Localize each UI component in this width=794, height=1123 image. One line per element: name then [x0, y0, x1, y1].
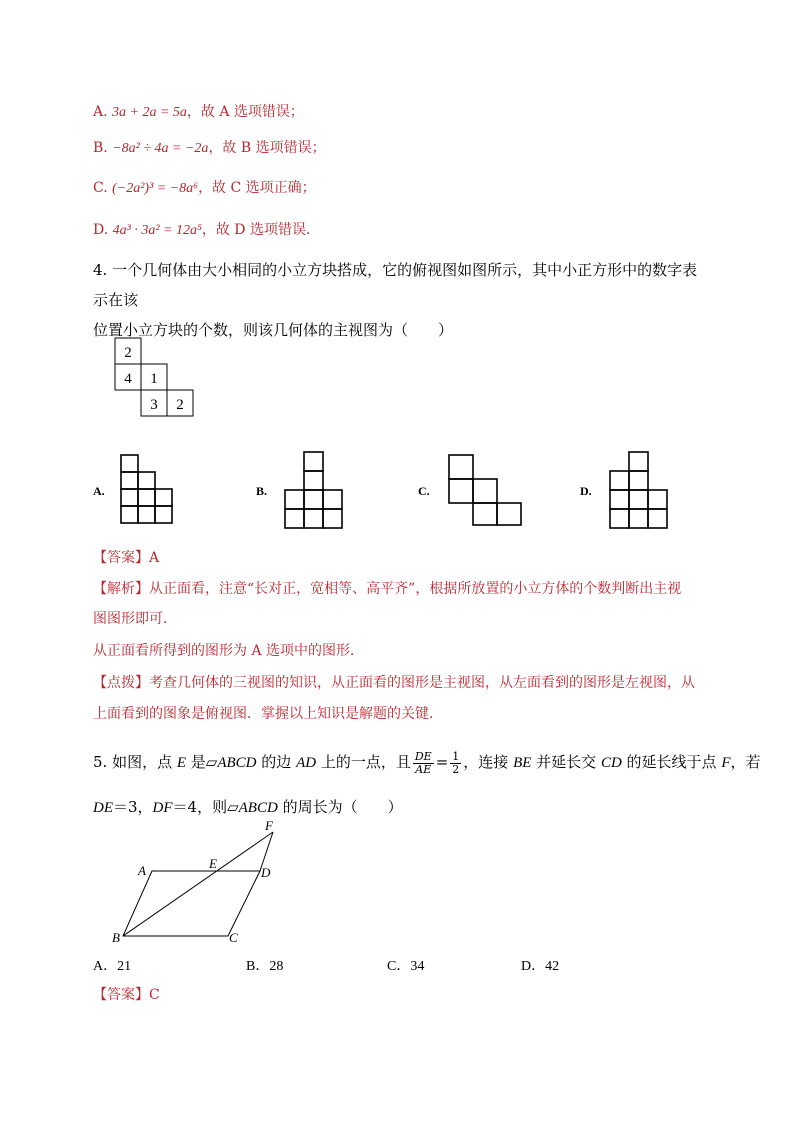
text: 5. 如图，点	[93, 753, 177, 771]
denominator: 2	[452, 762, 460, 776]
fraction-one-half	[450, 751, 461, 776]
segment-df: DF	[152, 800, 173, 816]
q5-choice-d[interactable]: D．42	[521, 959, 560, 974]
q5-choice-a[interactable]: A．21	[93, 959, 132, 974]
option-label: A.	[93, 104, 108, 120]
q4-tip-line2: 上面看到的图象是俯视图．掌握以上知识是解题的关键．	[93, 706, 443, 722]
point-e: E	[176, 755, 187, 771]
explanation-text: ，故 C 选项正确；	[198, 180, 316, 196]
equals: =	[435, 753, 449, 771]
q5-answer: 【答案】C	[93, 987, 160, 1003]
math-expression: 3a + 2a = 5a	[112, 105, 187, 120]
segment-be: BE	[513, 755, 532, 771]
label-c: C	[229, 930, 238, 945]
q4-answer: 【答案】A	[93, 550, 160, 566]
q5-choice-b[interactable]: B．28	[246, 959, 284, 974]
text: 是▱	[186, 753, 218, 771]
q4-analysis-line1: 【解析】从正面看，注意“长对正，宽相等、高平齐”，根据所放置的小立方体的个数判断出主视	[93, 581, 682, 597]
side-cd: CD	[600, 755, 622, 771]
math-expression: 4a³ · 3a² = 12a⁵	[112, 223, 202, 238]
option-b-figure[interactable]	[283, 450, 349, 532]
explanation-text: ，故 D 选项错误．	[201, 222, 320, 238]
text: 并延长交	[531, 753, 601, 771]
label-b: B	[112, 930, 120, 945]
option-c-figure[interactable]	[446, 452, 526, 528]
explanation-text: ，故 B 选项错误；	[208, 140, 326, 156]
question-4-line1: 4. 一个几何体由大小相同的小立方块搭成，它的俯视图如图所示，其中小正方形中的数字表示在该	[93, 261, 698, 309]
label-e: E	[209, 856, 217, 871]
math-expression: (−2a²)³ = −8a⁶	[112, 181, 199, 196]
text: ＝4，则▱	[172, 798, 239, 816]
parallelogram-name: ABCD	[217, 755, 257, 771]
question-4-line2: 位置小立方块的个数，则该几何体的主视图为（ ）	[93, 321, 454, 339]
q5-choice-c[interactable]: C．34	[387, 959, 425, 974]
grid-number: 4	[124, 371, 132, 387]
explanation-a	[93, 102, 304, 123]
option-a-label[interactable]: A.	[93, 484, 105, 498]
grid-number: 1	[150, 371, 158, 387]
top-view-grid	[110, 335, 200, 419]
label-a: A	[138, 863, 146, 878]
grid-number: 3	[150, 397, 158, 413]
text: ＝3，	[113, 798, 153, 816]
option-label: C.	[93, 180, 108, 196]
segment-de: DE	[93, 800, 113, 816]
grid-number: 2	[124, 345, 132, 361]
option-a-figure[interactable]	[118, 452, 178, 528]
text: 的周长为（ ）	[277, 798, 403, 816]
q4-analysis-line3: 从正面看所得到的图形为 A 选项中的图形．	[93, 643, 365, 659]
denominator: AE	[415, 762, 432, 776]
q4-tip-line1: 【点拨】考查几何体的三视图的知识，从正面看的图形是主视图，从左面看到的图形是左视图，从	[93, 675, 695, 691]
text: ，连接	[463, 753, 514, 771]
explanation-text: ，故 A 选项错误；	[186, 104, 304, 120]
label-f: F	[265, 818, 273, 833]
option-b-label[interactable]: B.	[256, 484, 268, 498]
explanation-d	[93, 220, 320, 241]
parallelogram-figure	[105, 818, 295, 948]
option-d-label[interactable]: D.	[580, 484, 592, 498]
math-expression: −8a² ÷ 4a = −2a	[112, 141, 209, 156]
parallelogram-name: ABCD	[238, 800, 278, 816]
question-4	[93, 255, 708, 345]
numerator: DE	[414, 749, 432, 763]
text: ，若	[730, 753, 761, 771]
numerator: 1	[452, 749, 460, 763]
explanation-b	[93, 138, 326, 159]
option-label: B.	[93, 140, 108, 156]
point-f: F	[721, 755, 731, 771]
side-ad: AD	[296, 755, 317, 771]
text: 的边	[256, 753, 297, 771]
option-d-figure[interactable]	[608, 450, 674, 532]
text: 的延长线于点	[621, 753, 722, 771]
label-d: D	[261, 865, 271, 880]
text: 上的一点，且	[316, 753, 411, 771]
grid-number: 2	[176, 397, 184, 413]
option-c-label[interactable]: C.	[418, 484, 430, 498]
question-5-line1	[93, 750, 761, 776]
explanation-c	[93, 178, 316, 199]
q4-analysis-line2: 图图形即可．	[93, 611, 177, 627]
fraction-de-ae	[413, 751, 434, 776]
option-label: D.	[93, 222, 109, 238]
question-5-line2	[93, 797, 403, 818]
